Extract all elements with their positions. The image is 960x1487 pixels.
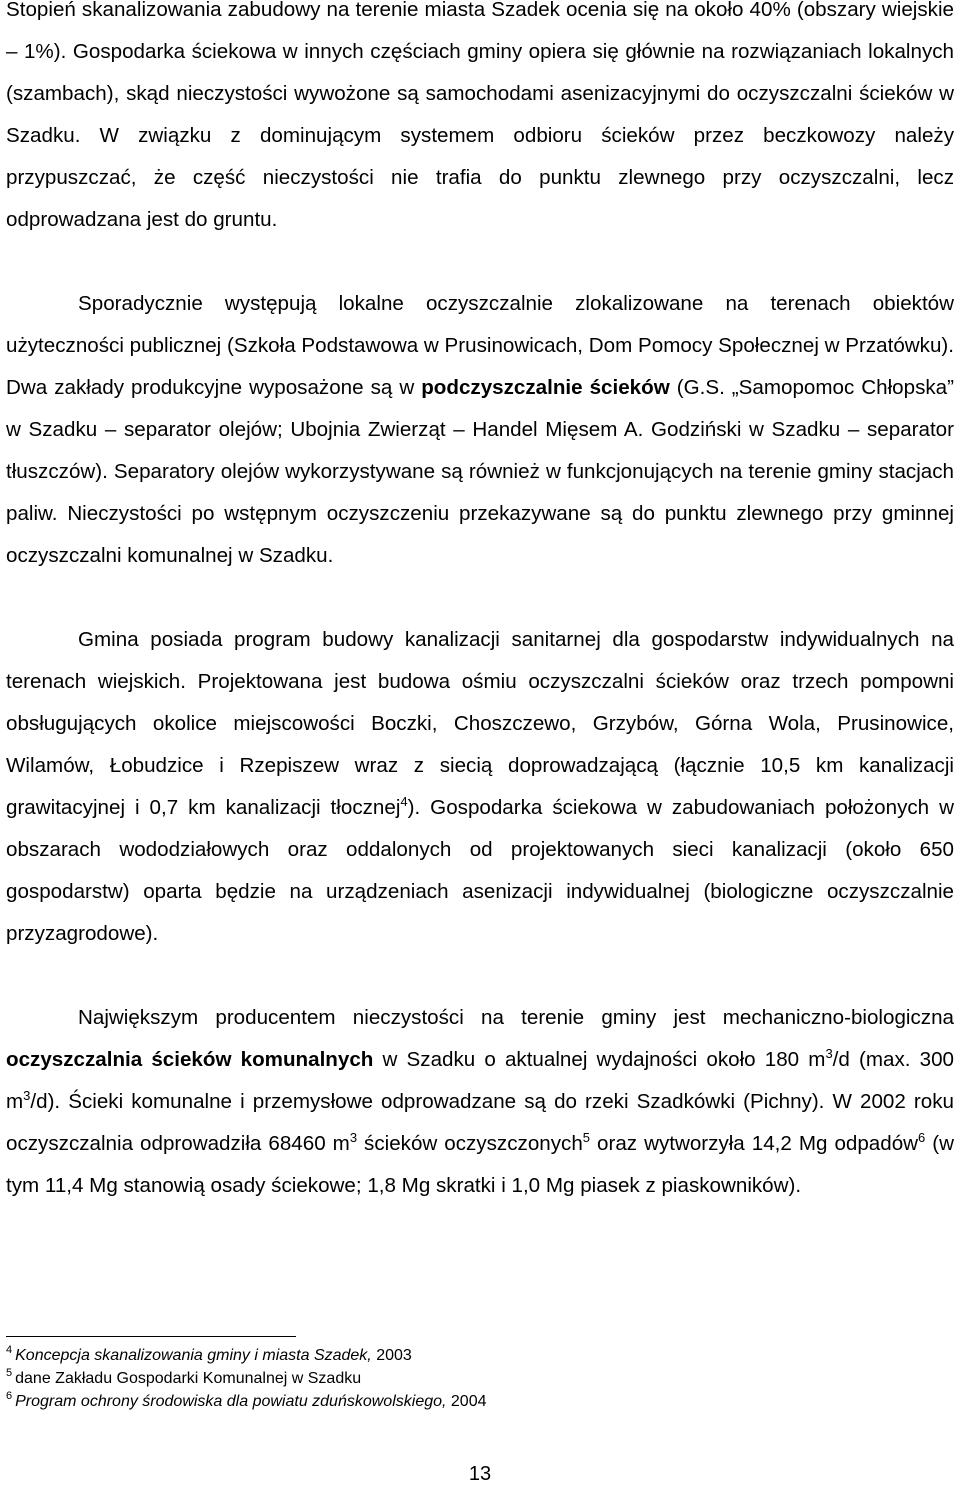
text-run: ścieków oczyszczonych — [357, 1132, 583, 1155]
text-run: oraz wytworzyła 14,2 Mg odpadów — [590, 1132, 919, 1155]
text-run: /d). Ścieki komunalne i przemysłowe odprowadzane są do rzeki Szadkówki (Pichny). W 2002 roku oczyszczalnia odprowadziła 68460 m — [6, 1090, 954, 1155]
text-run: (G.S. „Samopomoc Chłopska” w Szadku – separator olejów; Ubojnia Zwierząt – Handel Mięsem A. Godziński w Szadku – separator tłuszczów). Separatory olejów wykorzystywane są również w funkcjonujących na terenie gminy stacjach paliw. Nieczystości po wstępnym oczyszczeniu przekazywane są do punktu zlewnego przy gminnej oczyszczalni komunalnej w Szadku. — [6, 376, 954, 567]
footnote-text: dane Zakładu Gospodarki Komunalnej w Szadku — [15, 1370, 362, 1387]
footnote-number: 6 — [6, 1390, 13, 1402]
bold-text: podczyszczalnie ścieków — [421, 376, 670, 399]
text-run: Sporadycznie występują lokalne oczyszczalnie zlokalizowane na terenach obiektów użyteczności publicznej (Szkoła Podstawowa w Prusinowicach, Dom Pomocy Społecznej w Przatówku). Dwa zakłady produkcyjne wyposażone są w — [6, 292, 954, 399]
footnote-ref: 3 — [23, 1088, 31, 1103]
page-number: 13 — [468, 1463, 492, 1485]
footnote-6 — [6, 1390, 906, 1413]
text-run: Stopień skanalizowania zabudowy na terenie miasta Szadek ocenia się na około 40% (obszary wiejskie – 1%). Gospodarka ściekowa w innych częściach gminy opiera się głównie na rozwiązaniach lokalnych (szambach), skąd nieczystości wywożone są samochodami asenizacyjnymi do oczyszczalni ścieków w Szadku. W związku z dominującym systemem odbioru ścieków przez beczkowozy należy przypuszczać, że część nieczystości nie trafia do punktu zlewnego przy oczyszczalni, lecz odprowadzana jest do gruntu. — [6, 0, 954, 231]
footnote-text: 2003 — [371, 1347, 412, 1364]
text-run: Największym producentem nieczystości na terenie gminy jest mechaniczno-biologiczna — [78, 1006, 954, 1029]
footnote-number: 4 — [6, 1344, 13, 1356]
footnote-text: 2004 — [446, 1393, 487, 1410]
footnote-title: Koncepcja skanalizowania gminy i miasta Szadek, — [15, 1347, 372, 1364]
text-run: (w tym 11,4 Mg stanowią osady ściekowe; 1,8 Mg skratki i 1,0 Mg piasek z piaskowników). — [6, 1132, 955, 1197]
footnote-ref: 5 — [582, 1130, 591, 1145]
footnote-separator — [6, 1336, 296, 1337]
text-run: ). Gospodarka ściekowa w zabudowaniach położonych w obszarach wododziałowych oraz oddalonych od projektowanych sieci kanalizacji (około 650 gospodarstw) oparta będzie na urządzeniach asenizacji indywidualnej (biologiczne oczyszczalnie przyzagrodowe). — [6, 796, 954, 945]
footnote-ref: 3 — [825, 1046, 833, 1061]
paragraph-local-treatment — [6, 283, 954, 577]
paragraph-main-treatment-plant — [6, 997, 954, 1207]
paragraph-sewage-level — [6, 0, 954, 241]
footnote-ref: 3 — [349, 1130, 358, 1145]
text-run: Gmina posiada program budowy kanalizacji sanitarnej dla gospodarstw indywidualnych na terenach wiejskich. Projektowana jest budowa ośmiu oczyszczalni ścieków oraz trzech pompowni obsługujących okolice miejscowości Boczki, Choszczewo, Grzybów, Górna Wola, Prusinowice, Wilamów, Łobudzice i Rzepiszew wraz z siecią doprowadzającą (łącznie 10,5 km kanalizacji grawitacyjnej i 0,7 km kanalizacji tłocznej — [6, 628, 954, 819]
footnote-4 — [6, 1344, 906, 1367]
footnote-number: 5 — [6, 1367, 13, 1379]
footnote-title: Program ochrony środowiska dla powiatu zduńskowolskiego, — [15, 1393, 447, 1410]
footnote-ref: 4 — [400, 794, 408, 809]
bold-text: oczyszczalnia ścieków komunalnych — [6, 1048, 374, 1071]
paragraph-sewerage-program — [6, 619, 954, 955]
text-run: w Szadku o aktualnej wydajności około 180 m — [373, 1048, 826, 1071]
footnotes — [6, 1344, 906, 1413]
footnote-5 — [6, 1367, 906, 1390]
footnote-ref: 6 — [918, 1130, 926, 1145]
text-run: /d (max. 300 m — [6, 1048, 954, 1113]
